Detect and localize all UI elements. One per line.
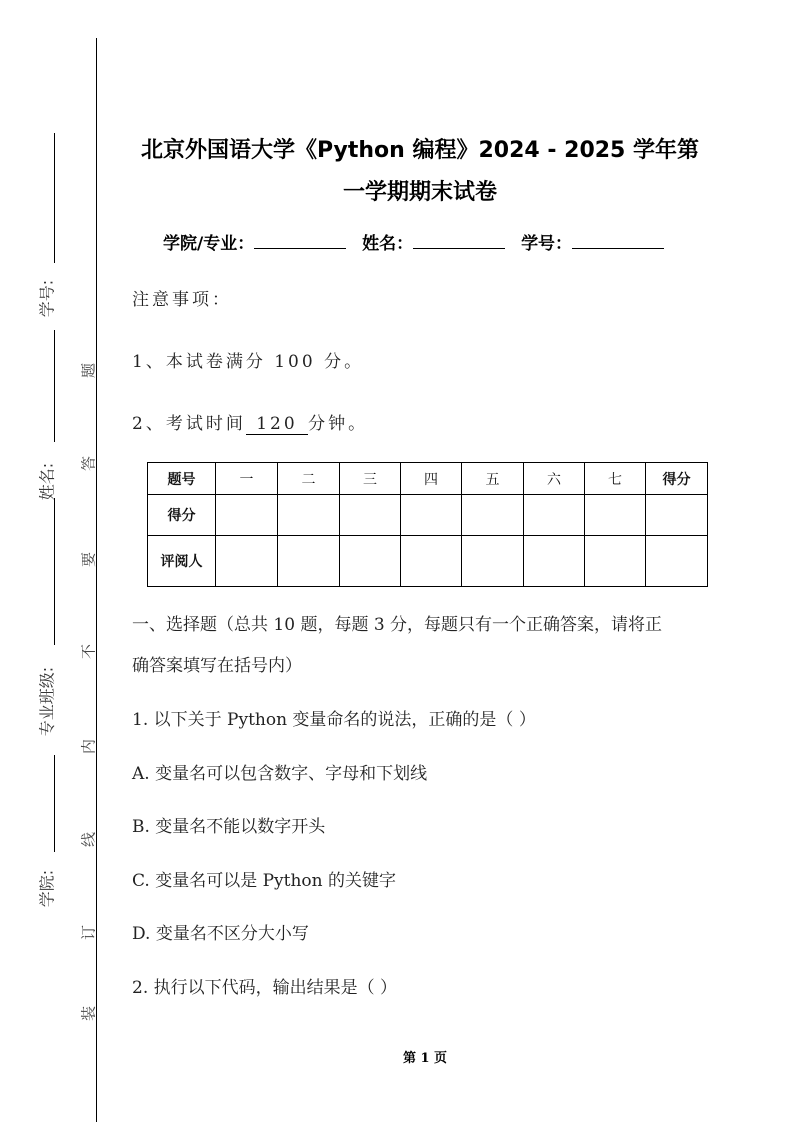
notice-item-2-prefix: 2、考试时间 bbox=[132, 414, 246, 434]
score-table-header-row bbox=[148, 463, 708, 495]
score-cell[interactable] bbox=[340, 495, 401, 536]
major-class-underline bbox=[54, 498, 55, 645]
score-cell[interactable] bbox=[462, 495, 524, 536]
binding-line bbox=[96, 38, 97, 1122]
score-table bbox=[147, 462, 708, 587]
question-1-stem: 1. 以下关于 Python 变量命名的说法，正确的是（ ） bbox=[132, 710, 536, 730]
grader-cell[interactable] bbox=[401, 536, 462, 587]
college-major-field[interactable] bbox=[254, 234, 346, 249]
question-1-option-d: D. 变量名不区分大小写 bbox=[132, 924, 309, 944]
score-cell[interactable] bbox=[646, 495, 708, 536]
header-cell: 一 bbox=[216, 463, 278, 495]
grader-cell[interactable] bbox=[585, 536, 646, 587]
student-id-field[interactable] bbox=[572, 234, 664, 249]
grader-cell[interactable] bbox=[524, 536, 585, 587]
score-cell[interactable] bbox=[278, 495, 340, 536]
notice-item-2-suffix: 分钟。 bbox=[308, 414, 369, 434]
margin-major-class-label: 专业班级: bbox=[37, 666, 57, 737]
header-cell: 得分 bbox=[646, 463, 708, 495]
student-info-line bbox=[163, 229, 674, 254]
table-row bbox=[148, 536, 708, 587]
margin-name-label: 姓名: bbox=[37, 462, 57, 501]
notice-heading: 注意事项： bbox=[132, 290, 232, 310]
seal-char: 内 bbox=[79, 739, 98, 755]
seal-char: 订 bbox=[79, 925, 98, 941]
student-id-underline bbox=[54, 133, 55, 263]
question-1-option-c: C. 变量名可以是 Python 的关键字 bbox=[132, 871, 397, 891]
row-label: 得分 bbox=[148, 495, 216, 536]
grader-cell[interactable] bbox=[646, 536, 708, 587]
score-cell[interactable] bbox=[216, 495, 278, 536]
section-1-heading-line2: 确答案填写在括号内） bbox=[132, 656, 302, 676]
grader-cell[interactable] bbox=[462, 536, 524, 587]
question-2-stem: 2. 执行以下代码，输出结果是（ ） bbox=[132, 978, 398, 998]
section-1-heading-line1: 一、选择题（总共 10 题，每题 3 分，每题只有一个正确答案，请将正 bbox=[132, 615, 663, 635]
student-id-label: 学号： bbox=[521, 234, 573, 254]
question-1-option-a: A. 变量名可以包含数字、字母和下划线 bbox=[132, 764, 428, 784]
notice-item-1: 1、本试卷满分 100 分。 bbox=[132, 352, 365, 372]
exam-duration-value: 120 bbox=[247, 414, 307, 434]
page-number: 第 1 页 bbox=[402, 1051, 448, 1066]
header-cell: 四 bbox=[401, 463, 462, 495]
grader-cell[interactable] bbox=[216, 536, 278, 587]
margin-college-label: 学院: bbox=[37, 869, 57, 908]
seal-char: 装 bbox=[79, 1006, 98, 1022]
college-major-label: 学院/专业： bbox=[163, 234, 255, 254]
name-underline bbox=[54, 330, 55, 442]
score-cell[interactable] bbox=[401, 495, 462, 536]
header-cell: 七 bbox=[585, 463, 646, 495]
question-1-option-b: B. 变量名不能以数字开头 bbox=[132, 817, 326, 837]
score-cell[interactable] bbox=[524, 495, 585, 536]
score-cell[interactable] bbox=[585, 495, 646, 536]
seal-char: 要 bbox=[79, 552, 98, 568]
name-field[interactable] bbox=[413, 234, 505, 249]
table-row bbox=[148, 495, 708, 536]
seal-char: 线 bbox=[79, 832, 98, 848]
header-cell: 题号 bbox=[148, 463, 216, 495]
seal-char: 题 bbox=[79, 363, 98, 379]
header-cell: 二 bbox=[278, 463, 340, 495]
exam-title-line1: 北京外国语大学《Python 编程》2024 - 2025 学年第 bbox=[140, 138, 700, 163]
college-underline bbox=[54, 755, 55, 852]
header-cell: 六 bbox=[524, 463, 585, 495]
name-label: 姓名： bbox=[362, 234, 414, 254]
header-cell: 五 bbox=[462, 463, 524, 495]
row-label: 评阅人 bbox=[148, 536, 216, 587]
grader-cell[interactable] bbox=[340, 536, 401, 587]
exam-title-line2: 一学期期末试卷 bbox=[342, 180, 497, 205]
header-cell: 三 bbox=[340, 463, 401, 495]
notice-item-2 bbox=[132, 409, 368, 434]
seal-char: 不 bbox=[79, 644, 98, 660]
grader-cell[interactable] bbox=[278, 536, 340, 587]
margin-student-id-label: 学号: bbox=[37, 279, 57, 318]
seal-char: 答 bbox=[79, 456, 98, 472]
